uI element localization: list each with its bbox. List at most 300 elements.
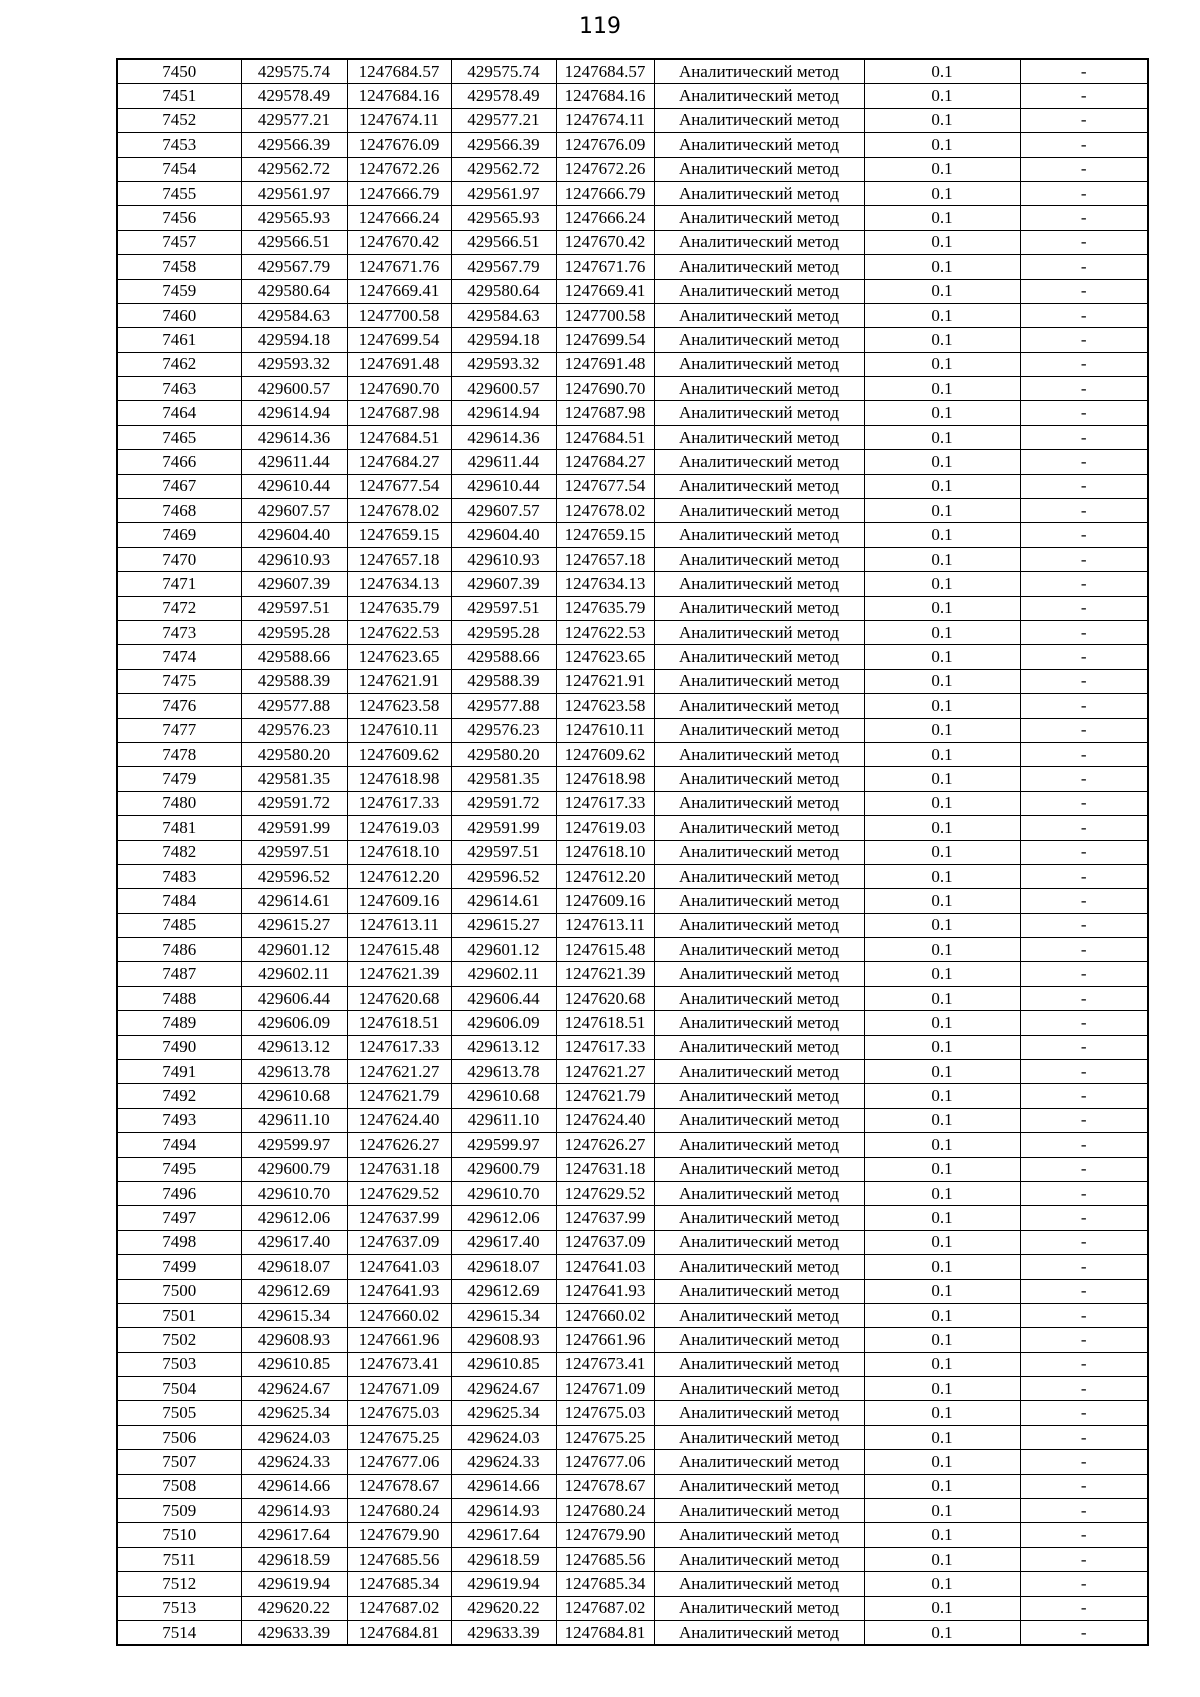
accuracy-cell: 0.1 bbox=[864, 425, 1020, 449]
note-cell: - bbox=[1020, 474, 1148, 498]
accuracy-cell: 0.1 bbox=[864, 1157, 1020, 1181]
point-number-cell: 7466 bbox=[117, 450, 241, 474]
table-row bbox=[117, 816, 1148, 840]
note-cell: - bbox=[1020, 938, 1148, 962]
y-coordinate-cell: 1247677.54 bbox=[556, 474, 654, 498]
method-cell: Аналитический метод bbox=[654, 1377, 864, 1401]
table-row bbox=[117, 181, 1148, 205]
y-coordinate-cell: 1247666.24 bbox=[556, 206, 654, 230]
x-coordinate-cell: 429600.79 bbox=[241, 1157, 347, 1181]
y-coordinate-cell: 1247615.48 bbox=[556, 938, 654, 962]
y-coordinate-cell: 1247675.03 bbox=[556, 1401, 654, 1425]
accuracy-cell: 0.1 bbox=[864, 352, 1020, 376]
y-coordinate-cell: 1247620.68 bbox=[347, 986, 451, 1010]
x-coordinate-cell: 429611.10 bbox=[451, 1108, 556, 1132]
note-cell: - bbox=[1020, 1084, 1148, 1108]
table-row bbox=[117, 450, 1148, 474]
x-coordinate-cell: 429604.40 bbox=[451, 523, 556, 547]
accuracy-cell: 0.1 bbox=[864, 1206, 1020, 1230]
table-row bbox=[117, 1303, 1148, 1327]
accuracy-cell: 0.1 bbox=[864, 499, 1020, 523]
point-number-cell: 7462 bbox=[117, 352, 241, 376]
point-number-cell: 7458 bbox=[117, 255, 241, 279]
point-number-cell: 7501 bbox=[117, 1303, 241, 1327]
x-coordinate-cell: 429602.11 bbox=[241, 962, 347, 986]
x-coordinate-cell: 429606.44 bbox=[451, 986, 556, 1010]
y-coordinate-cell: 1247621.79 bbox=[556, 1084, 654, 1108]
y-coordinate-cell: 1247666.79 bbox=[556, 181, 654, 205]
table-row bbox=[117, 986, 1148, 1010]
note-cell: - bbox=[1020, 230, 1148, 254]
accuracy-cell: 0.1 bbox=[864, 84, 1020, 108]
x-coordinate-cell: 429614.61 bbox=[451, 889, 556, 913]
table-row bbox=[117, 1377, 1148, 1401]
x-coordinate-cell: 429601.12 bbox=[451, 938, 556, 962]
point-number-cell: 7473 bbox=[117, 620, 241, 644]
method-cell: Аналитический метод bbox=[654, 84, 864, 108]
method-cell: Аналитический метод bbox=[654, 1157, 864, 1181]
point-number-cell: 7453 bbox=[117, 133, 241, 157]
point-number-cell: 7498 bbox=[117, 1230, 241, 1254]
note-cell: - bbox=[1020, 962, 1148, 986]
y-coordinate-cell: 1247612.20 bbox=[556, 864, 654, 888]
point-number-cell: 7491 bbox=[117, 1060, 241, 1084]
x-coordinate-cell: 429624.03 bbox=[451, 1425, 556, 1449]
accuracy-cell: 0.1 bbox=[864, 230, 1020, 254]
x-coordinate-cell: 429613.78 bbox=[451, 1060, 556, 1084]
y-coordinate-cell: 1247637.99 bbox=[347, 1206, 451, 1230]
method-cell: Аналитический метод bbox=[654, 206, 864, 230]
point-number-cell: 7454 bbox=[117, 157, 241, 181]
y-coordinate-cell: 1247684.51 bbox=[556, 425, 654, 449]
table-row bbox=[117, 523, 1148, 547]
method-cell: Аналитический метод bbox=[654, 889, 864, 913]
point-number-cell: 7502 bbox=[117, 1328, 241, 1352]
point-number-cell: 7513 bbox=[117, 1596, 241, 1620]
x-coordinate-cell: 429614.36 bbox=[451, 425, 556, 449]
y-coordinate-cell: 1247671.09 bbox=[347, 1377, 451, 1401]
accuracy-cell: 0.1 bbox=[864, 1474, 1020, 1498]
method-cell: Аналитический метод bbox=[654, 1474, 864, 1498]
accuracy-cell: 0.1 bbox=[864, 1547, 1020, 1571]
y-coordinate-cell: 1247669.41 bbox=[556, 279, 654, 303]
note-cell: - bbox=[1020, 181, 1148, 205]
x-coordinate-cell: 429624.33 bbox=[451, 1450, 556, 1474]
y-coordinate-cell: 1247641.93 bbox=[347, 1279, 451, 1303]
y-coordinate-cell: 1247621.91 bbox=[347, 669, 451, 693]
y-coordinate-cell: 1247687.02 bbox=[347, 1596, 451, 1620]
table-row bbox=[117, 742, 1148, 766]
note-cell: - bbox=[1020, 1181, 1148, 1205]
x-coordinate-cell: 429607.57 bbox=[241, 499, 347, 523]
x-coordinate-cell: 429611.44 bbox=[241, 450, 347, 474]
method-cell: Аналитический метод bbox=[654, 1133, 864, 1157]
point-number-cell: 7484 bbox=[117, 889, 241, 913]
accuracy-cell: 0.1 bbox=[864, 913, 1020, 937]
y-coordinate-cell: 1247670.42 bbox=[347, 230, 451, 254]
x-coordinate-cell: 429577.88 bbox=[241, 694, 347, 718]
note-cell: - bbox=[1020, 377, 1148, 401]
method-cell: Аналитический метод bbox=[654, 791, 864, 815]
y-coordinate-cell: 1247685.56 bbox=[556, 1547, 654, 1571]
accuracy-cell: 0.1 bbox=[864, 840, 1020, 864]
accuracy-cell: 0.1 bbox=[864, 620, 1020, 644]
y-coordinate-cell: 1247612.20 bbox=[347, 864, 451, 888]
y-coordinate-cell: 1247621.79 bbox=[347, 1084, 451, 1108]
y-coordinate-cell: 1247637.99 bbox=[556, 1206, 654, 1230]
y-coordinate-cell: 1247641.03 bbox=[347, 1255, 451, 1279]
y-coordinate-cell: 1247675.03 bbox=[347, 1401, 451, 1425]
table-row bbox=[117, 1011, 1148, 1035]
note-cell: - bbox=[1020, 1035, 1148, 1059]
accuracy-cell: 0.1 bbox=[864, 1499, 1020, 1523]
y-coordinate-cell: 1247621.39 bbox=[556, 962, 654, 986]
y-coordinate-cell: 1247666.24 bbox=[347, 206, 451, 230]
y-coordinate-cell: 1247666.79 bbox=[347, 181, 451, 205]
accuracy-cell: 0.1 bbox=[864, 1450, 1020, 1474]
x-coordinate-cell: 429614.36 bbox=[241, 425, 347, 449]
x-coordinate-cell: 429617.64 bbox=[241, 1523, 347, 1547]
y-coordinate-cell: 1247618.98 bbox=[347, 767, 451, 791]
x-coordinate-cell: 429580.20 bbox=[451, 742, 556, 766]
x-coordinate-cell: 429561.97 bbox=[241, 181, 347, 205]
note-cell: - bbox=[1020, 133, 1148, 157]
table-row bbox=[117, 1425, 1148, 1449]
accuracy-cell: 0.1 bbox=[864, 694, 1020, 718]
note-cell: - bbox=[1020, 523, 1148, 547]
accuracy-cell: 0.1 bbox=[864, 303, 1020, 327]
y-coordinate-cell: 1247610.11 bbox=[347, 718, 451, 742]
y-coordinate-cell: 1247671.76 bbox=[556, 255, 654, 279]
y-coordinate-cell: 1247675.25 bbox=[347, 1425, 451, 1449]
accuracy-cell: 0.1 bbox=[864, 59, 1020, 84]
note-cell: - bbox=[1020, 401, 1148, 425]
note-cell: - bbox=[1020, 303, 1148, 327]
y-coordinate-cell: 1247621.91 bbox=[556, 669, 654, 693]
method-cell: Аналитический метод bbox=[654, 230, 864, 254]
accuracy-cell: 0.1 bbox=[864, 133, 1020, 157]
point-number-cell: 7499 bbox=[117, 1255, 241, 1279]
note-cell: - bbox=[1020, 742, 1148, 766]
point-number-cell: 7468 bbox=[117, 499, 241, 523]
x-coordinate-cell: 429596.52 bbox=[241, 864, 347, 888]
x-coordinate-cell: 429613.12 bbox=[451, 1035, 556, 1059]
x-coordinate-cell: 429610.70 bbox=[451, 1181, 556, 1205]
y-coordinate-cell: 1247659.15 bbox=[556, 523, 654, 547]
accuracy-cell: 0.1 bbox=[864, 572, 1020, 596]
y-coordinate-cell: 1247677.06 bbox=[556, 1450, 654, 1474]
x-coordinate-cell: 429617.64 bbox=[451, 1523, 556, 1547]
x-coordinate-cell: 429625.34 bbox=[241, 1401, 347, 1425]
point-number-cell: 7510 bbox=[117, 1523, 241, 1547]
x-coordinate-cell: 429597.51 bbox=[241, 840, 347, 864]
y-coordinate-cell: 1247699.54 bbox=[347, 328, 451, 352]
method-cell: Аналитический метод bbox=[654, 499, 864, 523]
y-coordinate-cell: 1247684.27 bbox=[556, 450, 654, 474]
table-row bbox=[117, 1230, 1148, 1254]
y-coordinate-cell: 1247618.98 bbox=[556, 767, 654, 791]
point-number-cell: 7459 bbox=[117, 279, 241, 303]
table-row bbox=[117, 474, 1148, 498]
point-number-cell: 7506 bbox=[117, 1425, 241, 1449]
x-coordinate-cell: 429581.35 bbox=[451, 767, 556, 791]
y-coordinate-cell: 1247621.39 bbox=[347, 962, 451, 986]
table-row bbox=[117, 718, 1148, 742]
x-coordinate-cell: 429614.66 bbox=[241, 1474, 347, 1498]
accuracy-cell: 0.1 bbox=[864, 791, 1020, 815]
method-cell: Аналитический метод bbox=[654, 816, 864, 840]
point-number-cell: 7470 bbox=[117, 547, 241, 571]
point-number-cell: 7463 bbox=[117, 377, 241, 401]
accuracy-cell: 0.1 bbox=[864, 889, 1020, 913]
point-number-cell: 7494 bbox=[117, 1133, 241, 1157]
accuracy-cell: 0.1 bbox=[864, 864, 1020, 888]
x-coordinate-cell: 429607.57 bbox=[451, 499, 556, 523]
method-cell: Аналитический метод bbox=[654, 1596, 864, 1620]
table-row bbox=[117, 1060, 1148, 1084]
point-number-cell: 7456 bbox=[117, 206, 241, 230]
method-cell: Аналитический метод bbox=[654, 1181, 864, 1205]
accuracy-cell: 0.1 bbox=[864, 206, 1020, 230]
point-number-cell: 7480 bbox=[117, 791, 241, 815]
y-coordinate-cell: 1247670.42 bbox=[556, 230, 654, 254]
method-cell: Аналитический метод bbox=[654, 1621, 864, 1646]
point-number-cell: 7479 bbox=[117, 767, 241, 791]
point-number-cell: 7476 bbox=[117, 694, 241, 718]
point-number-cell: 7508 bbox=[117, 1474, 241, 1498]
table-row bbox=[117, 499, 1148, 523]
x-coordinate-cell: 429591.99 bbox=[241, 816, 347, 840]
note-cell: - bbox=[1020, 1425, 1148, 1449]
note-cell: - bbox=[1020, 1157, 1148, 1181]
y-coordinate-cell: 1247684.81 bbox=[347, 1621, 451, 1646]
x-coordinate-cell: 429612.69 bbox=[241, 1279, 347, 1303]
note-cell: - bbox=[1020, 1303, 1148, 1327]
point-number-cell: 7455 bbox=[117, 181, 241, 205]
table-row bbox=[117, 206, 1148, 230]
note-cell: - bbox=[1020, 328, 1148, 352]
accuracy-cell: 0.1 bbox=[864, 474, 1020, 498]
x-coordinate-cell: 429577.21 bbox=[451, 108, 556, 132]
point-number-cell: 7485 bbox=[117, 913, 241, 937]
accuracy-cell: 0.1 bbox=[864, 157, 1020, 181]
x-coordinate-cell: 429597.51 bbox=[451, 596, 556, 620]
y-coordinate-cell: 1247619.03 bbox=[347, 816, 451, 840]
method-cell: Аналитический метод bbox=[654, 1547, 864, 1571]
note-cell: - bbox=[1020, 864, 1148, 888]
method-cell: Аналитический метод bbox=[654, 742, 864, 766]
note-cell: - bbox=[1020, 157, 1148, 181]
accuracy-cell: 0.1 bbox=[864, 1523, 1020, 1547]
x-coordinate-cell: 429610.44 bbox=[241, 474, 347, 498]
method-cell: Аналитический метод bbox=[654, 596, 864, 620]
point-number-cell: 7489 bbox=[117, 1011, 241, 1035]
accuracy-cell: 0.1 bbox=[864, 645, 1020, 669]
x-coordinate-cell: 429599.97 bbox=[451, 1133, 556, 1157]
accuracy-cell: 0.1 bbox=[864, 1572, 1020, 1596]
x-coordinate-cell: 429576.23 bbox=[451, 718, 556, 742]
method-cell: Аналитический метод bbox=[654, 157, 864, 181]
note-cell: - bbox=[1020, 1230, 1148, 1254]
table-row bbox=[117, 1084, 1148, 1108]
note-cell: - bbox=[1020, 547, 1148, 571]
x-coordinate-cell: 429594.18 bbox=[451, 328, 556, 352]
y-coordinate-cell: 1247699.54 bbox=[556, 328, 654, 352]
y-coordinate-cell: 1247617.33 bbox=[347, 1035, 451, 1059]
method-cell: Аналитический метод bbox=[654, 133, 864, 157]
note-cell: - bbox=[1020, 718, 1148, 742]
x-coordinate-cell: 429588.39 bbox=[241, 669, 347, 693]
point-number-cell: 7477 bbox=[117, 718, 241, 742]
method-cell: Аналитический метод bbox=[654, 1279, 864, 1303]
method-cell: Аналитический метод bbox=[654, 352, 864, 376]
y-coordinate-cell: 1247659.15 bbox=[347, 523, 451, 547]
note-cell: - bbox=[1020, 255, 1148, 279]
y-coordinate-cell: 1247673.41 bbox=[556, 1352, 654, 1376]
note-cell: - bbox=[1020, 889, 1148, 913]
method-cell: Аналитический метод bbox=[654, 1401, 864, 1425]
table-row bbox=[117, 1133, 1148, 1157]
x-coordinate-cell: 429615.27 bbox=[451, 913, 556, 937]
y-coordinate-cell: 1247622.53 bbox=[347, 620, 451, 644]
y-coordinate-cell: 1247661.96 bbox=[556, 1328, 654, 1352]
note-cell: - bbox=[1020, 767, 1148, 791]
y-coordinate-cell: 1247684.16 bbox=[556, 84, 654, 108]
table-row bbox=[117, 840, 1148, 864]
accuracy-cell: 0.1 bbox=[864, 1255, 1020, 1279]
y-coordinate-cell: 1247685.56 bbox=[347, 1547, 451, 1571]
point-number-cell: 7512 bbox=[117, 1572, 241, 1596]
accuracy-cell: 0.1 bbox=[864, 596, 1020, 620]
note-cell: - bbox=[1020, 425, 1148, 449]
note-cell: - bbox=[1020, 1523, 1148, 1547]
accuracy-cell: 0.1 bbox=[864, 1035, 1020, 1059]
table-row bbox=[117, 791, 1148, 815]
x-coordinate-cell: 429593.32 bbox=[451, 352, 556, 376]
y-coordinate-cell: 1247690.70 bbox=[556, 377, 654, 401]
point-number-cell: 7452 bbox=[117, 108, 241, 132]
note-cell: - bbox=[1020, 1450, 1148, 1474]
y-coordinate-cell: 1247671.76 bbox=[347, 255, 451, 279]
x-coordinate-cell: 429614.94 bbox=[241, 401, 347, 425]
method-cell: Аналитический метод bbox=[654, 840, 864, 864]
x-coordinate-cell: 429610.93 bbox=[241, 547, 347, 571]
y-coordinate-cell: 1247626.27 bbox=[347, 1133, 451, 1157]
y-coordinate-cell: 1247672.26 bbox=[556, 157, 654, 181]
x-coordinate-cell: 429617.40 bbox=[451, 1230, 556, 1254]
point-number-cell: 7465 bbox=[117, 425, 241, 449]
x-coordinate-cell: 429584.63 bbox=[241, 303, 347, 327]
note-cell: - bbox=[1020, 669, 1148, 693]
y-coordinate-cell: 1247623.65 bbox=[347, 645, 451, 669]
x-coordinate-cell: 429610.70 bbox=[241, 1181, 347, 1205]
x-coordinate-cell: 429565.93 bbox=[241, 206, 347, 230]
point-number-cell: 7486 bbox=[117, 938, 241, 962]
point-number-cell: 7450 bbox=[117, 59, 241, 84]
x-coordinate-cell: 429618.59 bbox=[241, 1547, 347, 1571]
accuracy-cell: 0.1 bbox=[864, 1328, 1020, 1352]
x-coordinate-cell: 429600.57 bbox=[241, 377, 347, 401]
method-cell: Аналитический метод bbox=[654, 303, 864, 327]
x-coordinate-cell: 429619.94 bbox=[451, 1572, 556, 1596]
point-number-cell: 7457 bbox=[117, 230, 241, 254]
y-coordinate-cell: 1247624.40 bbox=[347, 1108, 451, 1132]
point-number-cell: 7464 bbox=[117, 401, 241, 425]
point-number-cell: 7474 bbox=[117, 645, 241, 669]
accuracy-cell: 0.1 bbox=[864, 1596, 1020, 1620]
note-cell: - bbox=[1020, 1352, 1148, 1376]
table-row bbox=[117, 1596, 1148, 1620]
method-cell: Аналитический метод bbox=[654, 1523, 864, 1547]
x-coordinate-cell: 429610.85 bbox=[241, 1352, 347, 1376]
y-coordinate-cell: 1247669.41 bbox=[347, 279, 451, 303]
table-row bbox=[117, 59, 1148, 84]
note-cell: - bbox=[1020, 986, 1148, 1010]
y-coordinate-cell: 1247674.11 bbox=[347, 108, 451, 132]
y-coordinate-cell: 1247609.62 bbox=[347, 742, 451, 766]
accuracy-cell: 0.1 bbox=[864, 669, 1020, 693]
table-row bbox=[117, 1523, 1148, 1547]
x-coordinate-cell: 429562.72 bbox=[241, 157, 347, 181]
point-number-cell: 7478 bbox=[117, 742, 241, 766]
table-row bbox=[117, 1279, 1148, 1303]
y-coordinate-cell: 1247675.25 bbox=[556, 1425, 654, 1449]
y-coordinate-cell: 1247635.79 bbox=[347, 596, 451, 620]
table-row bbox=[117, 425, 1148, 449]
y-coordinate-cell: 1247618.10 bbox=[347, 840, 451, 864]
note-cell: - bbox=[1020, 1133, 1148, 1157]
x-coordinate-cell: 429575.74 bbox=[241, 59, 347, 84]
y-coordinate-cell: 1247624.40 bbox=[556, 1108, 654, 1132]
method-cell: Аналитический метод bbox=[654, 1352, 864, 1376]
point-number-cell: 7497 bbox=[117, 1206, 241, 1230]
x-coordinate-cell: 429580.64 bbox=[451, 279, 556, 303]
y-coordinate-cell: 1247657.18 bbox=[556, 547, 654, 571]
x-coordinate-cell: 429593.32 bbox=[241, 352, 347, 376]
method-cell: Аналитический метод bbox=[654, 181, 864, 205]
x-coordinate-cell: 429618.07 bbox=[451, 1255, 556, 1279]
table-row bbox=[117, 767, 1148, 791]
table-row bbox=[117, 889, 1148, 913]
accuracy-cell: 0.1 bbox=[864, 1108, 1020, 1132]
method-cell: Аналитический метод bbox=[654, 547, 864, 571]
x-coordinate-cell: 429567.79 bbox=[451, 255, 556, 279]
x-coordinate-cell: 429581.35 bbox=[241, 767, 347, 791]
point-number-cell: 7469 bbox=[117, 523, 241, 547]
accuracy-cell: 0.1 bbox=[864, 962, 1020, 986]
accuracy-cell: 0.1 bbox=[864, 718, 1020, 742]
y-coordinate-cell: 1247631.18 bbox=[347, 1157, 451, 1181]
note-cell: - bbox=[1020, 1621, 1148, 1646]
method-cell: Аналитический метод bbox=[654, 255, 864, 279]
y-coordinate-cell: 1247617.33 bbox=[347, 791, 451, 815]
method-cell: Аналитический метод bbox=[654, 1084, 864, 1108]
x-coordinate-cell: 429578.49 bbox=[241, 84, 347, 108]
x-coordinate-cell: 429567.79 bbox=[241, 255, 347, 279]
table-row bbox=[117, 645, 1148, 669]
table-row bbox=[117, 1547, 1148, 1571]
table-row bbox=[117, 328, 1148, 352]
point-number-cell: 7496 bbox=[117, 1181, 241, 1205]
y-coordinate-cell: 1247621.27 bbox=[347, 1060, 451, 1084]
y-coordinate-cell: 1247609.62 bbox=[556, 742, 654, 766]
accuracy-cell: 0.1 bbox=[864, 938, 1020, 962]
y-coordinate-cell: 1247615.48 bbox=[347, 938, 451, 962]
x-coordinate-cell: 429577.21 bbox=[241, 108, 347, 132]
x-coordinate-cell: 429607.39 bbox=[451, 572, 556, 596]
x-coordinate-cell: 429618.07 bbox=[241, 1255, 347, 1279]
point-number-cell: 7481 bbox=[117, 816, 241, 840]
